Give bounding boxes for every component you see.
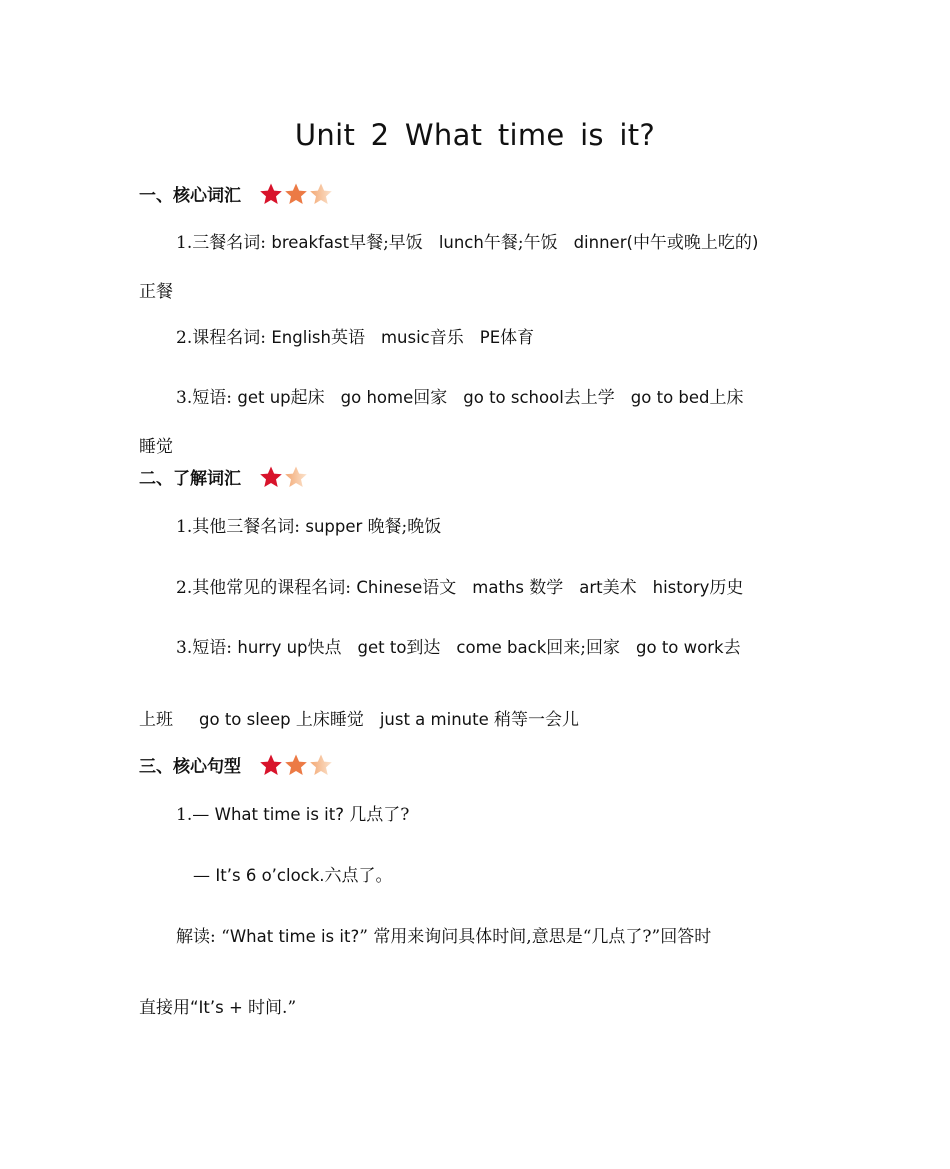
vocab-line-subjects-extra: 2.其他常见的课程名词: Chinese语文 maths 数学 art美术 history历史 <box>176 578 744 598</box>
section-heading-text: 三、核心句型 <box>139 757 241 777</box>
vocab-line-phrases-extra-cont: 上班 go to sleep 上床睡觉 just a minute 稍等一会儿 <box>139 710 579 730</box>
vocab-line-meals-cont: 正餐 <box>139 282 173 302</box>
document-title: Unit 2 What time is it? <box>294 118 656 152</box>
star-icon <box>284 753 308 777</box>
vocab-line-meals: 1.三餐名词: breakfast早餐;早饭 lunch午餐;午饭 dinner(中午或晚上吃的) <box>176 233 759 253</box>
section-heading-extra-vocabulary <box>139 464 308 489</box>
star-rating <box>259 753 333 777</box>
sentence-question: 1.— What time is it? 几点了? <box>176 805 410 825</box>
half-star-icon <box>309 753 333 777</box>
star-rating <box>259 465 308 489</box>
sentence-answer: — It’s 6 o’clock.六点了。 <box>193 866 393 886</box>
star-icon <box>259 753 283 777</box>
star-icon <box>259 465 283 489</box>
section-heading-core-vocabulary <box>139 181 333 206</box>
vocab-line-phrases: 3.短语: get up起床 go home回家 go to school去上学 go to bed上床 <box>176 388 744 408</box>
vocab-line-subjects: 2.课程名词: English英语 music音乐 PE体育 <box>176 328 535 348</box>
section-heading-core-sentences <box>139 752 333 777</box>
star-rating <box>259 182 333 206</box>
vocab-line-phrases-cont: 睡觉 <box>139 437 173 457</box>
section-heading-text: 一、核心词汇 <box>139 186 241 206</box>
vocab-line-phrases-extra: 3.短语: hurry up快点 get to到达 come back回来;回家 go to work去 <box>176 638 741 658</box>
explanation-line: 解读: “What time is it?” 常用来询问具体时间,意思是“几点了?”回答时 <box>176 927 712 947</box>
explanation-line-cont: 直接用“It’s + 时间.” <box>139 998 297 1018</box>
half-star-icon <box>309 182 333 206</box>
half-star-icon <box>284 465 308 489</box>
vocab-line-meals-extra: 1.其他三餐名词: supper 晚餐;晚饭 <box>176 517 442 537</box>
star-icon <box>284 182 308 206</box>
section-heading-text: 二、了解词汇 <box>139 469 241 489</box>
star-icon <box>259 182 283 206</box>
